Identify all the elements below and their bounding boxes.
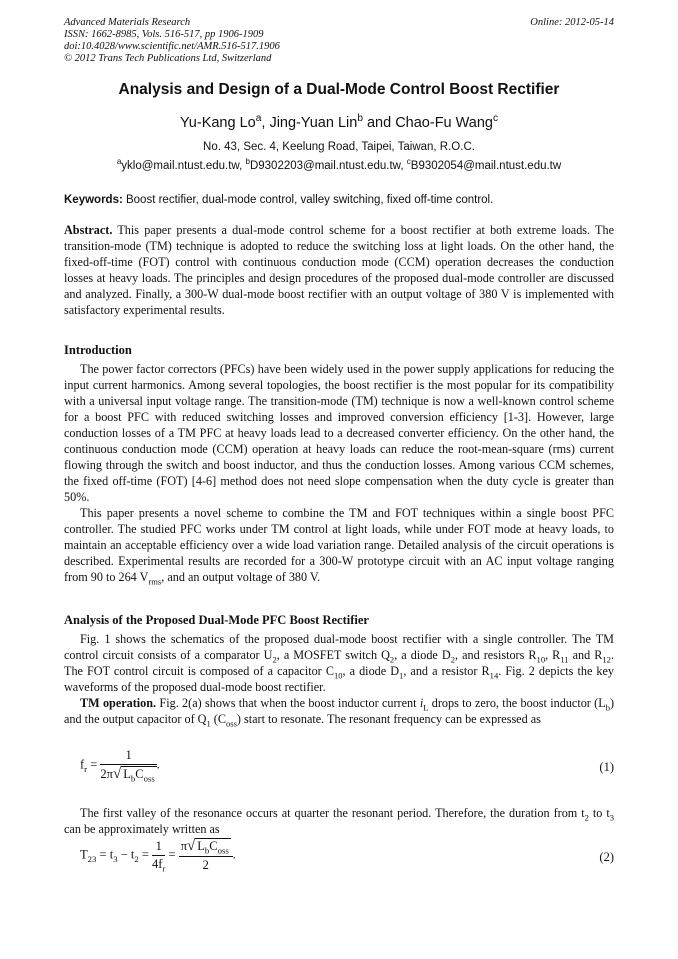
eq-period: . [232, 847, 236, 862]
text-run: , and resistors R [454, 648, 537, 662]
paragraph [64, 805, 614, 837]
affil-mark: a [116, 157, 122, 167]
eq-symbol: 4f [152, 857, 163, 871]
subscript: 2 [389, 654, 395, 665]
eq-symbol: C [209, 839, 218, 853]
equals: = [99, 847, 110, 862]
subscript: rms [148, 576, 162, 587]
paper-title: Analysis and Design of a Dual-Mode Control Boost Rectifier [118, 81, 560, 98]
author-sep: , [261, 115, 270, 131]
paragraph-text: This paper presents a novel scheme to combine the TM and FOT techniques within a single boost PFC controller. The studied PFC works under TM control at light loads, while under FOT mode at heavy loads, to maintain an acceptable efficiency over a wide load variation range. Detailed analysis of the circuit operations is described. Experimental results are recorded for a 300-W prototype circuit with an AC input voltage ranging from 90 to 264 V [64, 506, 614, 584]
text-run: , a MOSFET switch Q [276, 648, 390, 662]
affil-mark: b [357, 113, 363, 125]
introduction-section [64, 342, 614, 585]
author-name: Yu-Kang Lo [179, 115, 256, 131]
subscript: 2 [584, 812, 589, 823]
eq-symbol: L [197, 839, 205, 853]
email-sep: , [239, 160, 246, 172]
equals: = [90, 757, 101, 772]
abstract-text: This paper presents a dual-mode control scheme for a boost rectifier at both extreme loads. The transition-mode (TM) technique is adopted to reduce the switching loss at light loads. On the other hand, the fixed-off-time (FOT) control with continuous conduction mode (CCM) operation decreases the conduction losses at heavy loads. The principles and design procedures of the proposed dual-mode controller are discussed and analyzed. Finally, a 300-W dual-mode boost rectifier with an output voltage of 380 V is implemented with satisfactory experimental results. [64, 223, 614, 317]
email-link[interactable]: B9302054@mail.ntust.edu.tw [410, 160, 562, 172]
issn: ISSN: 1662-8985, Vols. 516-517, pp 1906-1909 [64, 29, 264, 40]
eq-sub: r [162, 863, 166, 874]
text-run: , R [545, 648, 561, 662]
denominator: 2 [202, 858, 209, 872]
analysis-continued [64, 805, 614, 837]
fraction [179, 838, 233, 873]
eq-symbol: L [123, 767, 131, 781]
paragraph: The power factor correctors (PFCs) have been widely used in the power supply applications for reducing the input current harmonics. Among several topologies, the boost rectifier is the most popular for its compatibility with a universal input voltage range. The transition-mode (TM) technique is now a well-known control scheme for a boost PFC with reduced switching losses and improved conversion efficiency [1-3]. However, large conduction losses of a TM PFC at heavy loads lead to a decreased converter efficiency. On the other hand, the continuous conduction mode (CCM) operation at heavy loads can reduce the root-mean-square (rms) current flowing through the switch and boost inductor, and thus the conduction losses. Among various CCM schemes, the fixed off-time (FOT) [4-6] method does not need slope compensation when the duty cycle is greater than 50%. [64, 362, 614, 504]
abstract [64, 222, 614, 318]
eq-sub: b [204, 845, 210, 856]
text-run: drops to zero, the boost inductor (L [428, 696, 606, 710]
text-run: . The FOT control circuit is composed of a capacitor C [64, 648, 614, 678]
section-heading: Analysis of the Proposed Dual-Mode PFC Boost Rectifier [64, 613, 369, 627]
eq-sub: b [130, 773, 136, 784]
equals: = [168, 847, 179, 862]
denominator [152, 856, 165, 872]
online-date: Online: 2012-05-14 [530, 17, 614, 28]
denominator [100, 765, 156, 783]
subscript: 10 [536, 654, 546, 665]
equation-number: (2) [599, 850, 614, 864]
paragraph [64, 505, 614, 585]
analysis-section [64, 612, 614, 727]
eq-period: . [156, 757, 160, 772]
affil-mark: a [255, 113, 262, 125]
eq-symbol: f [80, 757, 85, 772]
subscript: oss [225, 718, 237, 729]
eq-symbol: T [80, 847, 88, 862]
eq-sub: oss [143, 773, 155, 784]
radicand [195, 838, 231, 856]
italic-symbol: i [419, 696, 424, 710]
abstract-label: Abstract. [64, 223, 113, 237]
eq-symbol: C [135, 767, 144, 781]
eq-sub: 3 [113, 853, 118, 864]
affil-mark: c [406, 157, 411, 167]
paragraph-text: , and an output voltage of 380 V. [161, 570, 321, 584]
email-sep: , [400, 160, 407, 172]
eq-symbol: 2π [100, 767, 113, 781]
copyright: © 2012 Trans Tech Publications Ltd, Switzerland [64, 53, 272, 64]
numerator: 1 [100, 748, 156, 765]
affil-mark: c [493, 113, 499, 125]
text-run: to t [588, 806, 610, 820]
author-name: Chao-Fu Wang [395, 115, 493, 131]
keywords-label: Keywords: [64, 194, 123, 206]
subscript: 1 [399, 670, 404, 681]
text-run: and R [568, 648, 603, 662]
email-link[interactable]: yklo@mail.ntust.edu.tw [121, 160, 240, 172]
minus: − [120, 847, 131, 862]
text-run: ) and the output capacitor of Q [64, 696, 615, 726]
subscript: 14 [489, 670, 499, 681]
eq-symbol: t [109, 847, 114, 862]
text-run: (C [210, 712, 226, 726]
email-link[interactable]: D9302203@mail.ntust.edu.tw [249, 160, 401, 172]
text-run: Fig. 1 shows the schematics of the proposed dual-mode boost rectifier with a single controller. The TM control circuit consists of a comparator U [64, 632, 614, 662]
eq-symbol: t [130, 847, 135, 862]
keywords-text: Boost rectifier, dual-mode control, valley switching, fixed off-time control. [122, 194, 494, 206]
sqrt-icon: √ [112, 766, 122, 782]
text-run: . Fig. 2 depicts the key waveforms of the proposed dual-mode boost rectifier. [64, 664, 615, 694]
subscript: 1 [206, 718, 211, 729]
text-run: , a diode D [394, 648, 451, 662]
subscript: 3 [609, 812, 614, 823]
affiliation-address: No. 43, Sec. 4, Keelung Road, Taipei, Taiwan, R.O.C. [203, 141, 475, 153]
author-name: Jing-Yuan Lin [269, 115, 358, 131]
subscript: 12 [602, 654, 611, 665]
author-list [0, 115, 678, 131]
eq-sub: 2 [134, 853, 139, 864]
run-in-heading: TM operation. [80, 696, 157, 710]
subscript: 10 [333, 670, 343, 681]
email-list [0, 157, 678, 172]
numerator: 1 [152, 839, 165, 856]
eq-sub: r [84, 763, 88, 774]
subscript: L [423, 702, 429, 713]
equation-1 [80, 748, 160, 783]
eq-sub: 23 [87, 853, 97, 864]
fraction [152, 839, 165, 872]
paragraph [64, 695, 614, 727]
text-run: can be approximately written as [64, 822, 220, 836]
eq-sub: oss [217, 845, 229, 856]
author-sep: and [362, 115, 396, 131]
keywords [64, 194, 614, 206]
fraction [100, 748, 156, 783]
section-heading: Introduction [64, 343, 132, 357]
subscript: 11 [560, 654, 569, 665]
equals: = [141, 847, 153, 862]
equation-2 [80, 838, 236, 873]
subscript: 2 [272, 654, 277, 665]
journal-name: Advanced Materials Research [64, 17, 191, 28]
affil-mark: b [245, 157, 250, 167]
equation-number: (1) [599, 760, 614, 774]
paragraph [64, 631, 614, 695]
subscript: 2 [450, 654, 455, 665]
eq-symbol: π [180, 839, 188, 853]
radicand [121, 766, 157, 784]
subscript: b [605, 702, 610, 713]
text-run: ) start to resonate. The resonant frequency can be expressed as [236, 712, 541, 726]
text-run: Fig. 2(a) shows that when the boost inductor current [156, 696, 420, 710]
text-run: , a diode D [342, 664, 400, 678]
sqrt-icon: √ [187, 838, 196, 854]
text-run: , and a resistor R [403, 664, 490, 678]
numerator [179, 838, 233, 857]
doi: doi:10.4028/www.scientific.net/AMR.516-517.1906 [64, 41, 280, 52]
text-run: The first valley of the resonance occurs at quarter the resonant period. Therefore, the duration from t [80, 806, 585, 820]
journal-header [64, 17, 280, 65]
